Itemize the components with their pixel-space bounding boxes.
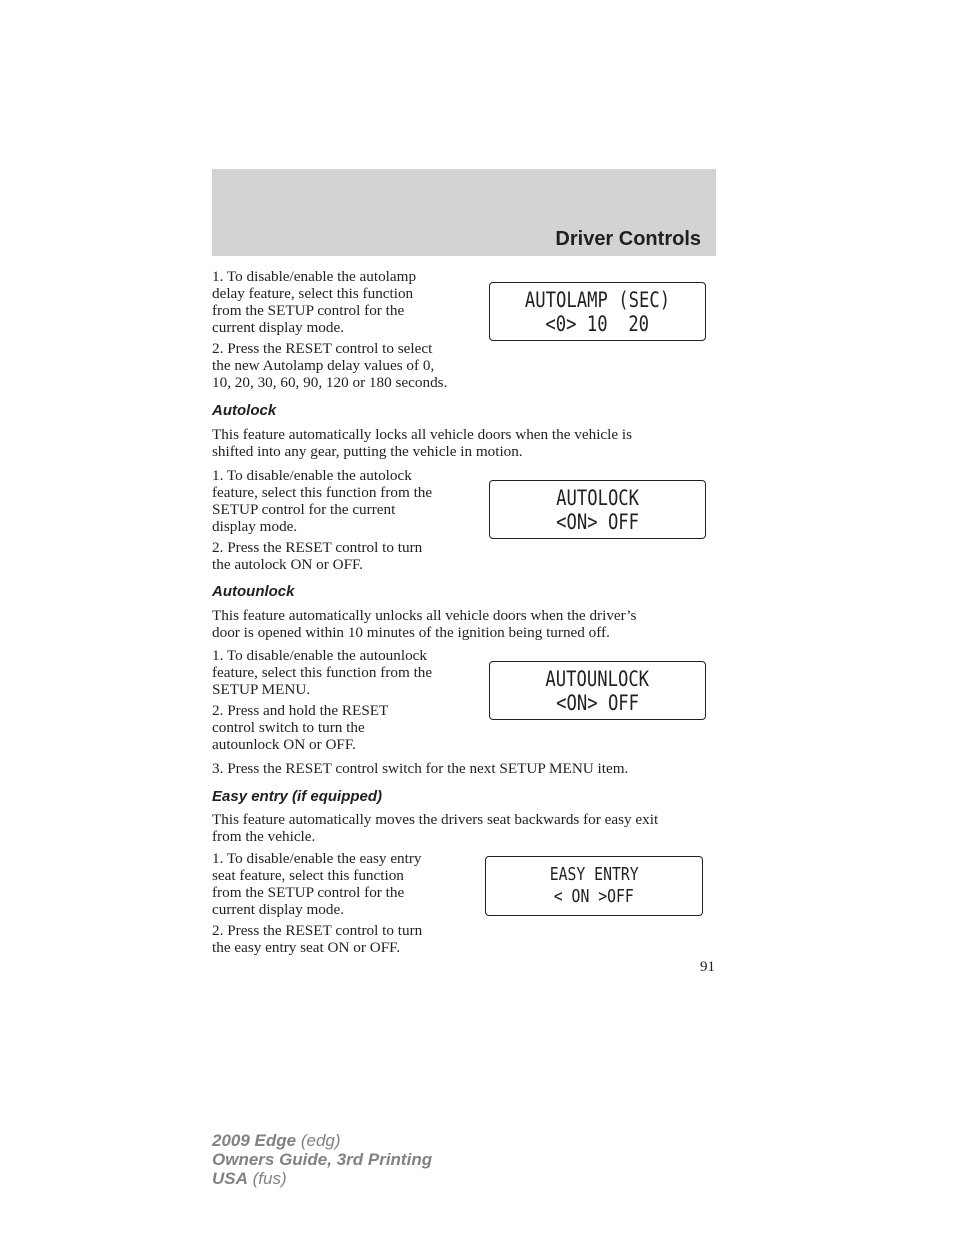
page-number: 91 — [700, 959, 715, 975]
autolock-display — [489, 480, 706, 539]
easy-entry-intro: This feature automatically moves the drivers seat backwards for easy exit from the vehicle. — [212, 811, 659, 845]
autolamp-display — [489, 282, 706, 341]
footer-line-2 — [212, 1150, 432, 1169]
autounlock-intro: This feature automatically unlocks all vehicle doors when the driver’s door is opened within 10 minutes of the ignition being turned off. — [212, 607, 637, 641]
autolock-step-2: 2. Press the RESET control to turn the autolock ON or OFF. — [212, 539, 423, 573]
autolock-display-line-2: <ON> OFF — [556, 509, 639, 534]
autounlock-display — [489, 661, 706, 720]
autolamp-display-line-2: <0> 10 20 — [545, 311, 650, 336]
autolamp-step-1: 1. To disable/enable the autolamp delay feature, select this function from the SETUP control for the current display mode. — [212, 268, 417, 336]
header-band — [212, 169, 716, 256]
autolamp-display-line-1: AUTOLAMP (SEC) — [524, 287, 671, 312]
footer-line-1 — [212, 1131, 432, 1150]
easy-entry-heading: Easy entry (if equipped) — [212, 788, 383, 805]
easy-entry-display — [485, 856, 703, 916]
easy-entry-step-2: 2. Press the RESET control to turn the easy entry seat ON or OFF. — [212, 922, 423, 956]
autounlock-display-line-2: <ON> OFF — [556, 690, 639, 715]
autounlock-heading: Autounlock — [212, 583, 295, 600]
autounlock-step-1: 1. To disable/enable the autounlock feature, select this function from the SETUP MENU. — [212, 647, 433, 698]
easy-entry-display-line-1: EASY ENTRY — [549, 864, 639, 885]
autolock-heading: Autolock — [212, 402, 277, 419]
autounlock-display-line-1: AUTOUNLOCK — [545, 666, 650, 691]
footer — [212, 1131, 432, 1188]
autolamp-step-2: 2. Press the RESET control to select the new Autolamp delay values of 0, 10, 20, 30, 60, 90, 120 or 180 seconds. — [212, 340, 448, 391]
footer-market-code: (fus) — [252, 1169, 287, 1188]
footer-model-code: (edg) — [300, 1131, 341, 1150]
easy-entry-display-line-2: < ON >OFF — [553, 886, 634, 907]
footer-line-3 — [212, 1169, 432, 1188]
footer-market: USA — [212, 1169, 248, 1188]
autounlock-step-3: 3. Press the RESET control switch for the next SETUP MENU item. — [212, 760, 629, 777]
autounlock-step-2: 2. Press and hold the RESET control switch to turn the autounlock ON or OFF. — [212, 702, 389, 753]
footer-model: 2009 Edge — [212, 1131, 297, 1150]
section-title: Driver Controls — [555, 228, 701, 250]
easy-entry-step-1: 1. To disable/enable the easy entry seat feature, select this function from the SETUP control for the current display mode. — [212, 850, 422, 918]
autolock-step-1: 1. To disable/enable the autolock feature, select this function from the SETUP control for the current display mode. — [212, 467, 433, 535]
footer-guide: Owners Guide, 3rd Printing — [212, 1150, 433, 1169]
autolock-display-line-1: AUTOLOCK — [556, 485, 639, 510]
autolock-intro: This feature automatically locks all vehicle doors when the vehicle is shifted into any gear, putting the vehicle in motion. — [212, 426, 633, 460]
